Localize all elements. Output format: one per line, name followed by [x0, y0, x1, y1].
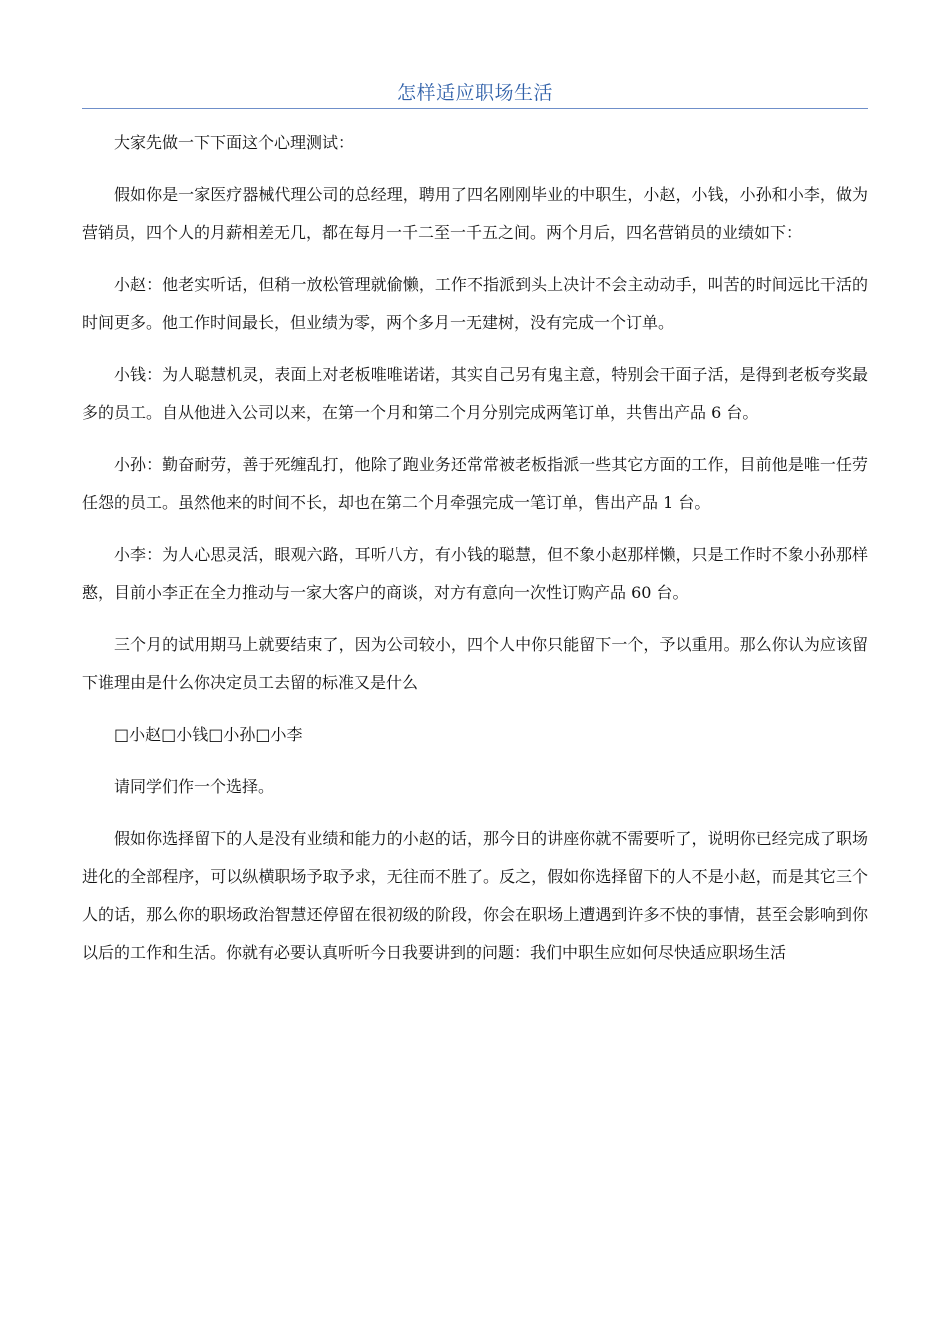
paragraph-intro: 大家先做一下下面这个心理测试：: [114, 133, 355, 152]
paragraph-scenario: 假如你是一家医疗器械代理公司的总经理，聘用了四名刚刚毕业的中职生，小赵，小钱，小孙和小李，做为营销员，四个人的月薪相差无几，都在每月一千二至一千五之间。两个月后，四名营销员的业绩如下：: [82, 185, 868, 242]
paragraph-question: 三个月的试用期马上就要结束了，因为公司较小，四个人中你只能留下一个，予以重用。那么你认为应该留下谁理由是什么你决定员工去留的标准又是什么: [82, 635, 868, 692]
paragraph-choice-options: □小赵□小钱□小孙□小李: [114, 725, 303, 744]
document-body: [82, 124, 868, 986]
paragraph-conclusion: 假如你选择留下的人是没有业绩和能力的小赵的话，那今日的讲座你就不需要听了，说明你已经完成了职场进化的全部程序，可以纵横职场予取予求，无往而不胜了。反之，假如你选择留下的人不是小赵，而是其它三个人的话，那么你的职场政治智慧还停留在很初级的阶段，你会在职场上遭遇到许多不快的事情，甚至会影响到你以后的工作和生活。你就有必要认真听听今日我要讲到的问题：我们中职生应如何尽快适应职场生活: [82, 829, 868, 962]
title-underline: [82, 108, 868, 109]
paragraph-xiaosun: 小孙：勤奋耐劳，善于死缠乱打，他除了跑业务还常常被老板指派一些其它方面的工作，目前他是唯一任劳任怨的员工。虽然他来的时间不长，却也在第二个月牵强完成一笔订单，售出产品 1 台。: [82, 455, 868, 512]
paragraph-xiaoqian: 小钱：为人聪慧机灵，表面上对老板唯唯诺诺，其实自己另有鬼主意，特别会干面子活，是得到老板夸奖最多的员工。自从他进入公司以来，在第一个月和第二个月分别完成两笔订单，共售出产品 6 台。: [82, 365, 868, 422]
document-title: 怎样适应职场生活: [396, 82, 553, 104]
paragraph-prompt: 请同学们作一个选择。: [114, 777, 275, 796]
paragraph-xiaozhao: 小赵：他老实听话，但稍一放松管理就偷懒，工作不指派到头上决计不会主动动手，叫苦的时间远比干活的时间更多。他工作时间最长，但业绩为零，两个多月一无建树，没有完成一个订单。: [82, 275, 868, 332]
paragraph-xiaoli: 小李：为人心思灵活，眼观六路，耳听八方，有小钱的聪慧，但不象小赵那样懒，只是工作时不象小孙那样憨，目前小李正在全力推动与一家大客户的商谈，对方有意向一次性订购产品 60 台。: [82, 545, 868, 602]
